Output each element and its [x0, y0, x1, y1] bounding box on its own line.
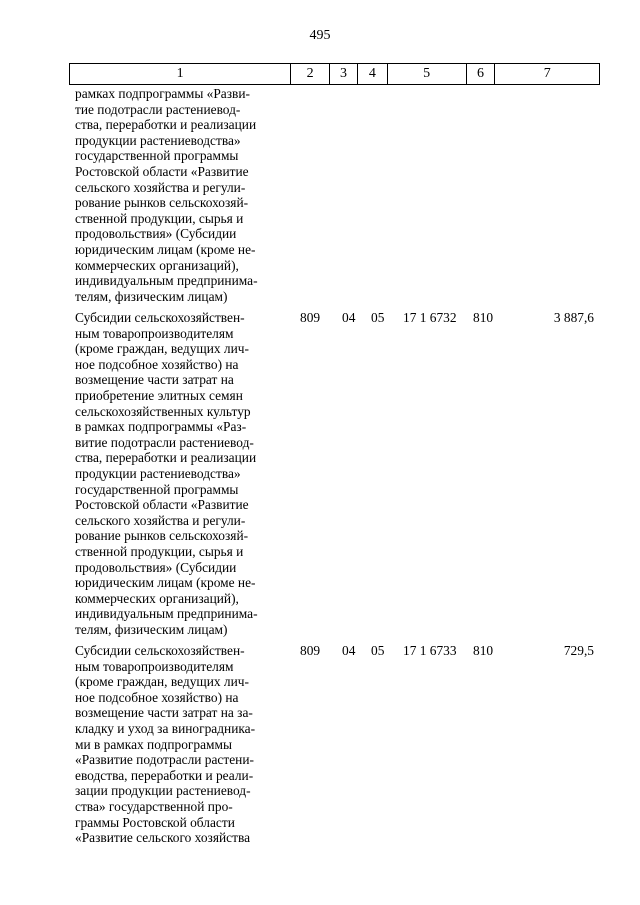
row-ministry-code: 809	[300, 310, 321, 325]
header-col-1: 1	[176, 66, 184, 81]
row-target-code: 17 1 6732	[403, 310, 457, 325]
header-col-2: 2	[290, 64, 329, 84]
row-section-code: 04	[342, 310, 356, 325]
row-subsection-code: 05	[371, 643, 385, 658]
header-col-7: 7	[494, 64, 599, 84]
row-amount: 3 887,6	[553, 310, 594, 325]
row-subsection-code: 05	[371, 310, 385, 325]
row-expense-type: 810	[473, 310, 494, 325]
header-col-5: 5	[387, 64, 466, 84]
row-description: рамках подпрограммы «Разви- тие подотрасли растениевод- ства, переработки и реализации продукции растениеводства» государственной программы Ростовской области «Развитие сельского хозяйства и регули- рование рынков сельскохозяй- ственной продукции, сырья и продовольствия» (Субсидии юридическим лицам (кроме не- коммерческих организаций), индивидуальным предпринима- телям, физическим лицам)	[75, 86, 258, 304]
row-section-code: 04	[342, 643, 356, 658]
header-col-6: 6	[466, 64, 495, 84]
row-description: Субсидии сельскохозяйствен- ным товаропроизводителям (кроме граждан, ведущих лич- ное подсобное хозяйство) на возмещение части затрат на приобретение элитных семян сельскохозяйственных культур в рамках подпрограммы «Раз- витие подотрасли растениевод- ства, переработки и реализации продукции растениеводства» государственной программы Ростовской области «Развитие сельского хозяйства и регули- рование рынков сельскохозяй- ственной продукции, сырья и продовольствия» (Субсидии юридическим лицам (кроме не- коммерческих организаций), индивидуальным предпринима- телям, физическим лицам)	[75, 310, 258, 637]
table-header	[69, 63, 600, 85]
row-ministry-code: 809	[300, 643, 321, 658]
row-amount: 729,5	[563, 643, 594, 658]
header-col-4: 4	[357, 64, 387, 84]
row-target-code: 17 1 6733	[403, 643, 457, 658]
row-expense-type: 810	[473, 643, 494, 658]
page-number: 495	[309, 28, 331, 43]
row-description: Субсидии сельскохозяйствен- ным товаропроизводителям (кроме граждан, ведущих лич- ное подсобное хозяйство) на возмещение части затрат на за- кладку и уход за виноградника- ми в рамках подпрограммы «Развитие подотрасли растени- еводства, переработки и реали- зации продукции растениевод- ства» государственной про- граммы Ростовской области «Развитие сельского хозяйства	[75, 643, 256, 846]
header-col-3: 3	[329, 64, 357, 84]
